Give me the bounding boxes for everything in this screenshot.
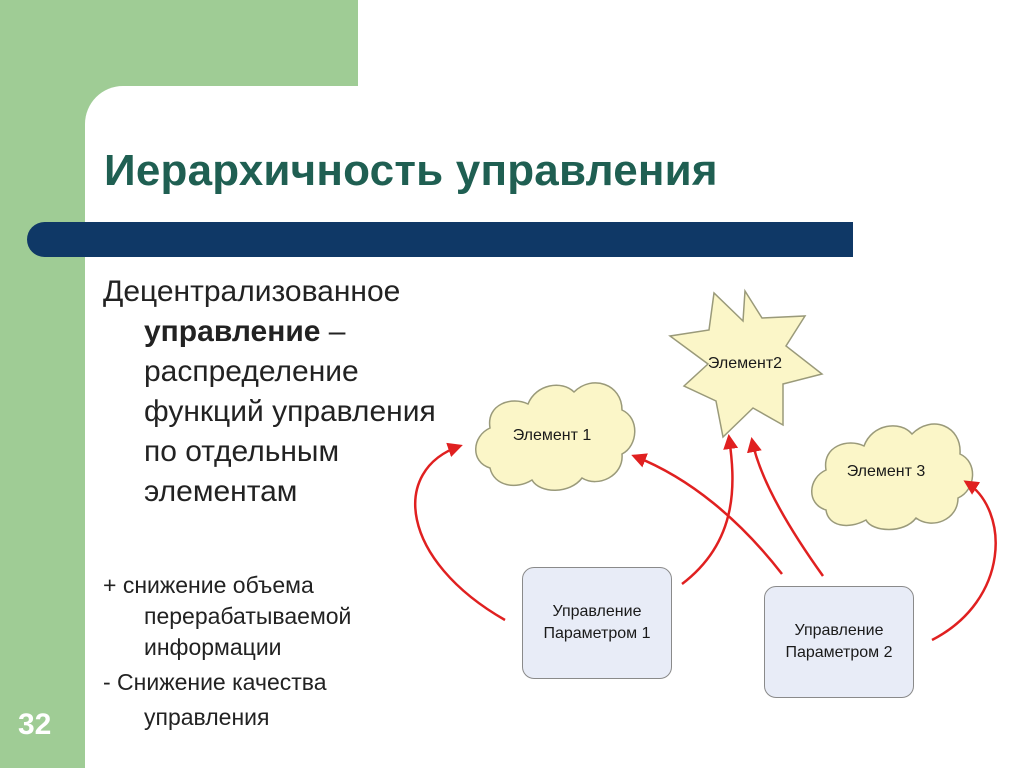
definition-dash: – <box>320 315 346 348</box>
control-1-line-2: Параметром 1 <box>543 625 651 642</box>
element-1-label: Элемент 1 <box>512 427 592 444</box>
control-1-line-1: Управление <box>552 603 642 620</box>
arrow-control2-to-element2 <box>752 440 823 576</box>
plus-line-3: информации <box>144 634 282 660</box>
element-2-label: Элемент2 <box>707 355 783 372</box>
control-parameter-1-box <box>522 567 672 679</box>
control-2-line-1: Управление <box>794 622 884 639</box>
minus-line-2: управления <box>144 704 270 730</box>
element-3-label: Элемент 3 <box>846 463 926 480</box>
definition-line-6: элементам <box>144 475 298 508</box>
definition-line-1: Децентрализованное <box>103 275 401 308</box>
definition-line-3: распределение <box>144 355 359 388</box>
plus-line-2: перерабатываемой <box>144 603 352 629</box>
minus-line-1: - Снижение качества <box>103 669 327 695</box>
element-3-cloud <box>812 424 973 529</box>
slide-title: Иерархичность управления <box>104 146 718 195</box>
element-1-cloud <box>476 383 635 490</box>
definition-line-5: по отдельным <box>144 435 340 468</box>
slide-number: 32 <box>18 708 52 741</box>
definition-term: управление <box>144 315 321 348</box>
plus-line-1: + снижение объема <box>103 572 314 598</box>
control-parameter-2-box <box>764 586 914 698</box>
arrow-control1-to-element2 <box>682 437 732 584</box>
definition-line-4: функций управления <box>144 395 436 428</box>
control-2-line-2: Параметром 2 <box>785 644 893 661</box>
element-2-star <box>670 291 822 437</box>
